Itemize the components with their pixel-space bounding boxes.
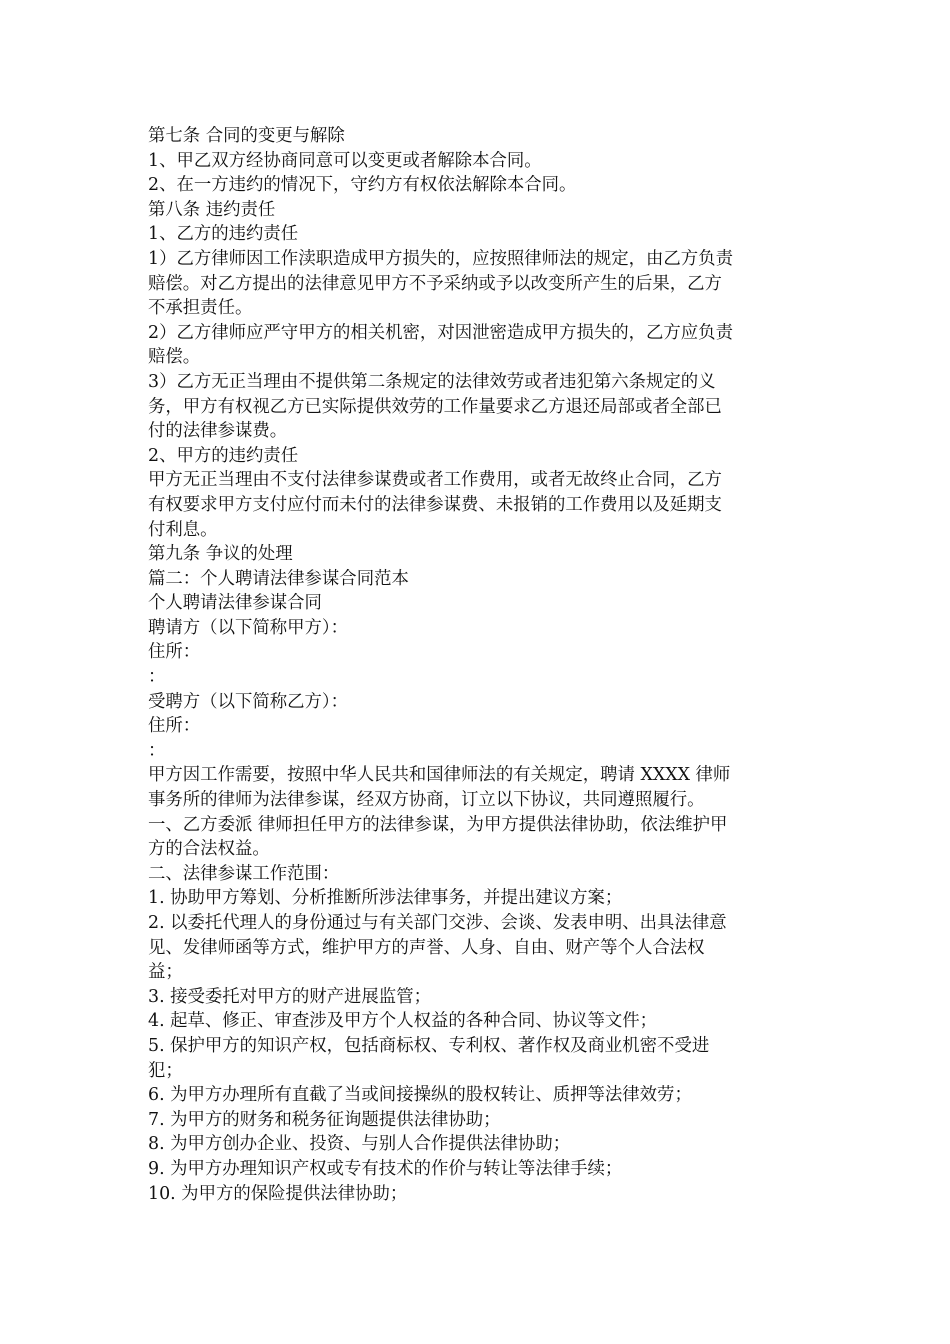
scope-item-9: 9. 为甲方办理知识产权或专有技术的作价与转让等法律手续； xyxy=(148,1158,623,1179)
scope-item-5-line-2: 犯； xyxy=(148,1060,183,1081)
article-7-heading: 第七条 合同的变更与解除 xyxy=(148,126,345,146)
party-b-liability-2-line-1: 2）乙方律师应严守甲方的相关机密，对因泄密造成甲方损失的，乙方应负责 xyxy=(148,322,733,343)
party-b-address-label: 住所： xyxy=(148,716,201,737)
article-7-clause-2: 2、在一方违约的情况下，守约方有权依法解除本合同。 xyxy=(148,175,577,196)
article-7-clause-1: 1、甲乙双方经协商同意可以变更或者解除本合同。 xyxy=(148,150,542,171)
article-8-heading: 第八条 违约责任 xyxy=(148,199,276,220)
scope-item-8: 8. 为甲方创办企业、投资、与别人合作提供法律协助； xyxy=(148,1134,571,1155)
article-9-heading: 第九条 争议的处理 xyxy=(148,544,293,565)
party-a-liability-line-1: 甲方无正当理由不支付法律参谋费或者工作费用，或者无故终止合同，乙方 xyxy=(148,470,722,491)
scope-item-2-line-1: 2. 以委托代理人的身份通过与有关部门交涉、会谈、发表申明、出具法律意 xyxy=(148,913,727,933)
party-a-label: 聘请方（以下简称甲方）： xyxy=(148,617,348,638)
scope-item-2-line-3: 益； xyxy=(148,962,183,983)
scope-item-1: 1. 协助甲方筹划、分析推断所涉法律事务，并提出建议方案； xyxy=(148,888,623,909)
document-body xyxy=(148,124,796,1206)
chapter-2-title: 篇二：个人聘请法律参谋合同范本 xyxy=(148,568,409,589)
scope-item-7: 7. 为甲方的财务和税务征询题提供法律协助； xyxy=(148,1109,501,1130)
scope-item-10: 10. 为甲方的保险提供法律协助； xyxy=(148,1183,408,1204)
party-a-liability-line-2: 有权要求甲方支付应付而未付的法律参谋费、未报销的工作费用以及延期支 xyxy=(148,494,722,515)
party-b-liability-3-line-3: 付的法律参谋费。 xyxy=(148,421,288,442)
party-b-liability-3-line-1: 3）乙方无正当理由不提供第二条规定的法律效劳或者违犯第六条规定的义 xyxy=(148,371,716,392)
party-a-extra-field: ： xyxy=(148,667,166,688)
scope-item-3: 3. 接受委托对甲方的财产进展监管； xyxy=(148,986,431,1007)
scope-item-6: 6. 为甲方办理所有直截了当或间接操纵的股权转让、质押等法律效劳； xyxy=(148,1085,692,1106)
party-b-liability-1-line-3: 不承担责任。 xyxy=(148,298,253,319)
scope-item-4: 4. 起草、修正、审查涉及甲方个人权益的各种合同、协议等文件； xyxy=(148,1011,658,1032)
party-b-liability-3-line-2: 务，甲方有权视乙方已实际提供效劳的工作量要求乙方退还局部或者全部已 xyxy=(148,396,722,417)
scope-item-2-line-2: 见、发律师函等方式，维护甲方的声誉、人身、自由、财产等个人合法权 xyxy=(148,937,705,958)
party-a-liability-heading: 2、甲方的违约责任 xyxy=(148,445,299,466)
party-b-label: 受聘方（以下简称乙方）： xyxy=(148,691,348,712)
party-b-liability-2-line-2: 赔偿。 xyxy=(148,347,201,368)
preamble-line-1: 甲方因工作需要，按照中华人民共和国律师法的有关规定，聘请 XXXX 律师 xyxy=(148,765,731,786)
section-2-heading: 二、法律参谋工作范围： xyxy=(148,863,340,884)
party-a-liability-line-3: 付利息。 xyxy=(148,519,218,540)
section-1-line-2: 方的合法权益。 xyxy=(148,839,270,860)
contract-title: 个人聘请法律参谋合同 xyxy=(148,593,322,614)
scope-item-5-line-1: 5. 保护甲方的知识产权，包括商标权、专利权、著作权及商业机密不受进 xyxy=(148,1035,710,1056)
preamble-line-2: 事务所的律师为法律参谋，经双方协商，订立以下协议，共同遵照履行。 xyxy=(148,790,705,811)
party-b-extra-field: ： xyxy=(148,740,166,761)
party-b-liability-1-line-1: 1）乙方律师因工作渎职造成甲方损失的，应按照律师法的规定，由乙方负责 xyxy=(148,248,733,269)
section-1-line-1: 一、乙方委派 律师担任甲方的法律参谋，为甲方提供法律协助，依法维护甲 xyxy=(148,814,728,835)
party-b-liability-heading: 1、乙方的违约责任 xyxy=(148,224,299,245)
party-b-liability-1-line-2: 赔偿。对乙方提出的法律意见甲方不予采纳或予以改变所产生的后果，乙方 xyxy=(148,273,722,294)
party-a-address-label: 住所： xyxy=(148,642,201,663)
